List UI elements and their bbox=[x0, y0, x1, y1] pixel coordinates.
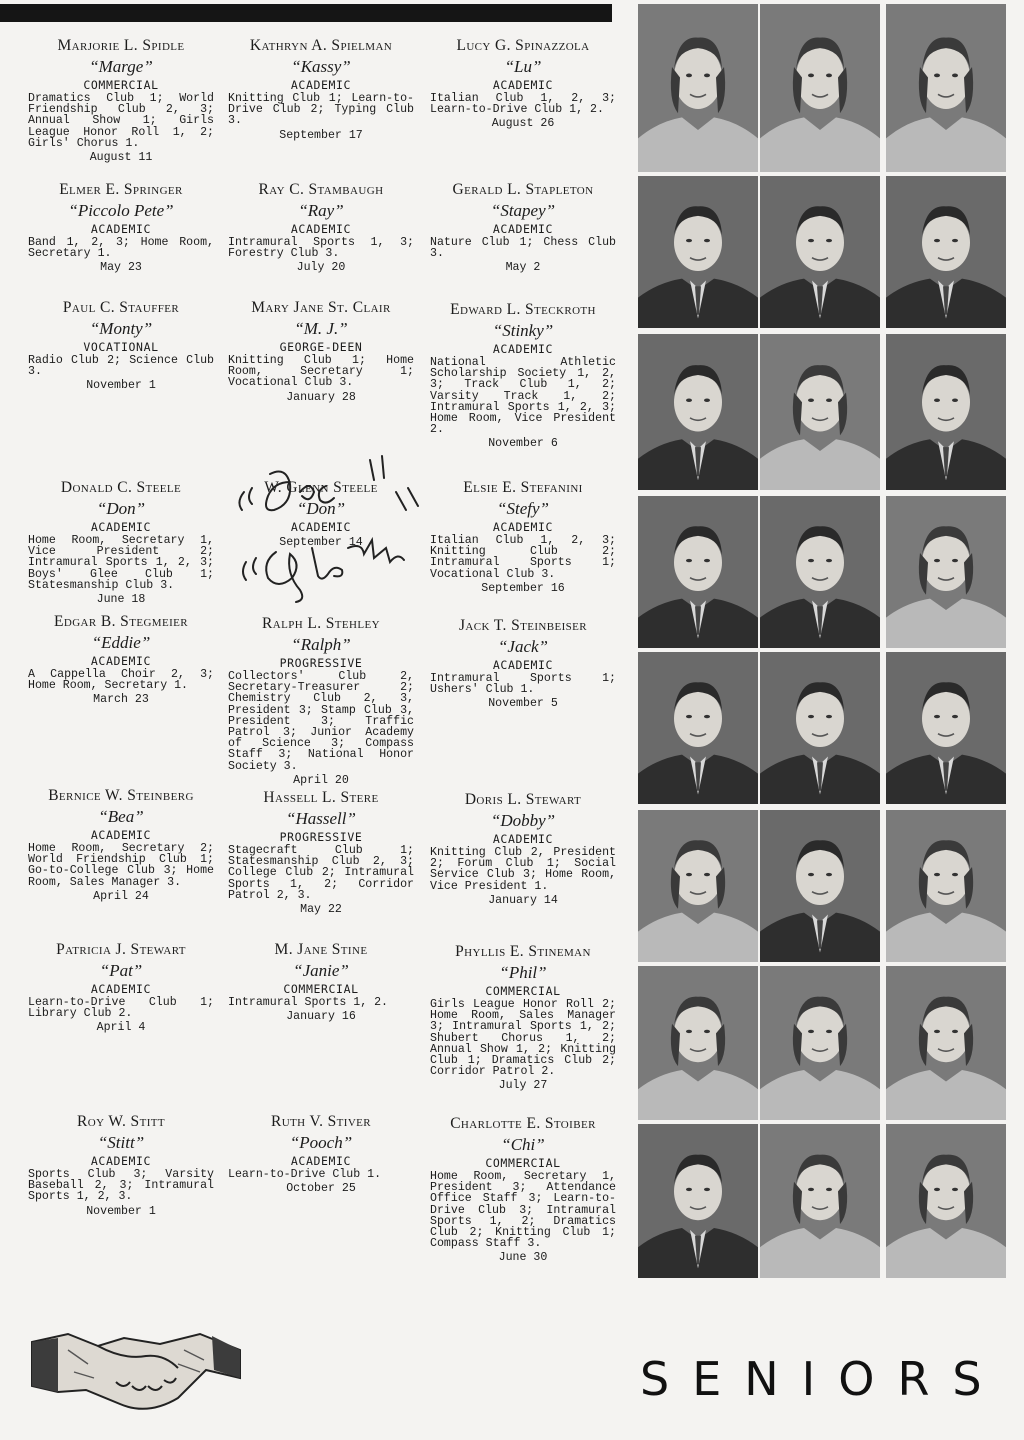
portrait-photo bbox=[638, 334, 758, 490]
senior-activities: Sports Club 3; Varsity Baseball 2, 3; Intramural Sports 1, 2, 3. bbox=[28, 1168, 214, 1204]
senior-birthday: November 5 bbox=[488, 697, 558, 711]
senior-nickname: “Ray” bbox=[298, 201, 344, 220]
senior-nickname: “Stapey” bbox=[490, 201, 556, 220]
senior-nickname: “Lu” bbox=[504, 57, 542, 76]
portrait-photo bbox=[886, 652, 1006, 804]
senior-nickname: “Kassy” bbox=[291, 57, 351, 76]
senior-birthday: April 24 bbox=[93, 889, 149, 903]
senior-name: Marjorie L. Spidle bbox=[57, 37, 185, 54]
senior-name: Edward L. Steckroth bbox=[450, 301, 596, 318]
senior-birthday: November 1 bbox=[86, 1204, 156, 1218]
senior-entry bbox=[28, 36, 214, 165]
senior-activities: Knitting Club 1; Learn-to-Drive Club 2; Typing Club 3. bbox=[228, 92, 414, 128]
senior-course: ACADEMIC bbox=[492, 520, 554, 534]
senior-name: Roy W. Stitt bbox=[76, 1113, 166, 1130]
senior-entry bbox=[430, 616, 616, 711]
senior-course: COMMERCIAL bbox=[485, 984, 561, 998]
portrait-photo bbox=[886, 496, 1006, 648]
senior-course: COMMERCIAL bbox=[83, 78, 159, 92]
senior-birthday: September 14 bbox=[279, 536, 363, 549]
senior-nickname: “Dobby” bbox=[490, 811, 556, 830]
senior-activities: A Cappella Choir 2, 3; Home Room, Secretary 1. bbox=[28, 668, 214, 693]
portrait-photo bbox=[886, 1124, 1006, 1278]
senior-activities: Home Room, Secretary 1, President 3; Attendance Office Staff 3; Learn-to-Drive Club 3; Intramural Sports 1, 2; Dramatics Club 2; Knitting Club 1; Compass Staff 3. bbox=[430, 1170, 616, 1251]
senior-course: ACADEMIC bbox=[290, 520, 352, 534]
senior-birthday: November 6 bbox=[488, 437, 558, 451]
senior-entry bbox=[430, 942, 616, 1093]
senior-nickname: “Eddie” bbox=[91, 633, 151, 652]
senior-activities: Learn-to-Drive Club 1. bbox=[228, 1168, 382, 1181]
senior-name: W. Glenn Steele bbox=[264, 479, 378, 496]
portrait-photo bbox=[760, 966, 880, 1120]
portrait-photo bbox=[638, 176, 758, 328]
senior-name: Elmer E. Springer bbox=[59, 181, 183, 198]
senior-birthday: January 14 bbox=[488, 893, 558, 907]
senior-nickname: “Don” bbox=[96, 499, 146, 518]
senior-course: COMMERCIAL bbox=[485, 1156, 561, 1170]
portrait-photo bbox=[638, 966, 758, 1120]
senior-nickname: “Janie” bbox=[293, 961, 349, 980]
senior-activities: Learn-to-Drive Club 1; Library Club 2. bbox=[28, 996, 214, 1021]
senior-course: PROGRESSIVE bbox=[279, 830, 363, 844]
senior-course: GEORGE-DEEN bbox=[279, 340, 363, 354]
senior-nickname: “Jack” bbox=[497, 637, 549, 656]
senior-course: ACADEMIC bbox=[90, 654, 152, 668]
senior-activities: Girls League Honor Roll 2; Home Room, Sales Manager 3; Intramural Sports 1, 2; Shubert Chorus 1, 2; Annual Show 1, 2; Knitting Club 1; Dramatics Club 2; Corridor Patrol 2. bbox=[430, 998, 616, 1079]
senior-activities: Home Room, Secretary 1, Vice President 2; Intramural Sports 1, 2, 3; Boys' Glee Club 1; Statesmanship Club 3. bbox=[28, 534, 214, 592]
senior-nickname: “Pat” bbox=[99, 961, 143, 980]
senior-nickname: “Bea” bbox=[98, 807, 144, 826]
senior-activities: Nature Club 1; Chess Club 3. bbox=[430, 236, 616, 261]
senior-course: ACADEMIC bbox=[90, 222, 152, 236]
portrait-photo bbox=[638, 652, 758, 804]
senior-nickname: “Stefy” bbox=[497, 499, 549, 518]
senior-entry bbox=[430, 790, 616, 908]
senior-course: ACADEMIC bbox=[90, 982, 152, 996]
senior-course: ACADEMIC bbox=[492, 342, 554, 356]
senior-name: Phyllis E. Stineman bbox=[455, 943, 591, 960]
senior-activities: Intramural Sports 1; Ushers' Club 1. bbox=[430, 672, 616, 697]
senior-entry bbox=[228, 298, 414, 405]
senior-nickname: “Piccolo Pete” bbox=[68, 201, 174, 220]
senior-name: Bernice W. Steinberg bbox=[48, 787, 194, 804]
senior-name: Patricia J. Stewart bbox=[56, 941, 186, 958]
senior-name: Charlotte E. Stoiber bbox=[450, 1115, 596, 1132]
senior-nickname: “M. J.” bbox=[294, 319, 348, 338]
senior-birthday: May 22 bbox=[300, 903, 342, 917]
senior-nickname: “Phil” bbox=[499, 963, 547, 982]
senior-birthday: July 20 bbox=[296, 261, 346, 275]
senior-entry bbox=[28, 298, 214, 393]
senior-nickname: “Stinky” bbox=[492, 321, 554, 340]
portrait-photo bbox=[886, 176, 1006, 328]
senior-birthday: April 4 bbox=[96, 1021, 146, 1035]
senior-name: Gerald L. Stapleton bbox=[452, 181, 594, 198]
senior-birthday: September 17 bbox=[279, 128, 363, 142]
senior-name: Ray C. Stambaugh bbox=[258, 181, 384, 198]
senior-birthday: June 18 bbox=[96, 593, 146, 607]
senior-activities: Intramural Sports 1, 3; Forestry Club 3. bbox=[228, 236, 414, 261]
senior-activities: Stagecraft Club 1; Statesmanship Club 2, 3; College Club 2; Intramural Sports 1, 2; Corridor Patrol 2, 3. bbox=[228, 844, 414, 902]
portrait-photo bbox=[886, 810, 1006, 962]
senior-entry bbox=[28, 786, 214, 904]
senior-activities: Knitting Club 2, President 2; Forum Club 1; Social Service Club 3; Home Room, Vice President 1. bbox=[430, 846, 616, 893]
portrait-photo bbox=[760, 4, 880, 172]
senior-course: ACADEMIC bbox=[290, 1154, 352, 1168]
senior-activities: National Athletic Scholarship Society 1, 2, 3; Track Club 1, 2; Varsity Track 1, 2; Intramural Sports 1, 2, 3; Home Room, Vice President 2. bbox=[430, 356, 616, 437]
portrait-photo bbox=[886, 966, 1006, 1120]
portrait-photo bbox=[760, 652, 880, 804]
senior-nickname: “Ralph” bbox=[291, 635, 351, 654]
senior-entry bbox=[228, 614, 414, 788]
senior-birthday: October 25 bbox=[286, 1182, 356, 1196]
portrait-photo bbox=[638, 1124, 758, 1278]
senior-activities: Knitting Club 1; Home Room, Secretary 1; Vocational Club 3. bbox=[228, 354, 414, 390]
senior-name: Edgar B. Stegmeier bbox=[53, 613, 189, 630]
senior-entry bbox=[228, 36, 414, 143]
senior-birthday: January 28 bbox=[286, 390, 356, 404]
senior-course: ACADEMIC bbox=[90, 1154, 152, 1168]
senior-name: Kathryn A. Spielman bbox=[249, 37, 393, 54]
senior-activities: Radio Club 2; Science Club 3. bbox=[28, 354, 214, 379]
senior-entry bbox=[28, 940, 214, 1035]
senior-birthday: August 11 bbox=[89, 151, 153, 165]
senior-nickname: “Hassell” bbox=[286, 809, 356, 828]
senior-activities: Italian Club 1, 2, 3; Knitting Club 2; Intramural Sports 1; Vocational Club 3. bbox=[430, 534, 616, 581]
senior-name: Jack T. Steinbeiser bbox=[458, 617, 588, 634]
senior-name: Ruth V. Stiver bbox=[270, 1113, 372, 1130]
senior-entry bbox=[28, 478, 214, 607]
senior-course: ACADEMIC bbox=[290, 78, 352, 92]
senior-birthday: July 27 bbox=[498, 1079, 548, 1093]
senior-birthday: June 30 bbox=[498, 1251, 548, 1265]
senior-name: Donald C. Steele bbox=[60, 479, 182, 496]
senior-nickname: “Marge” bbox=[89, 57, 153, 76]
portrait-photo bbox=[760, 810, 880, 962]
portrait-photo bbox=[760, 496, 880, 648]
senior-entry bbox=[430, 478, 616, 596]
portrait-photo bbox=[886, 334, 1006, 490]
senior-name: Doris L. Stewart bbox=[464, 791, 582, 808]
senior-activities: Dramatics Club 1; World Friendship Club 2, 3; Annual Show 1; Girls League Honor Roll 1, 2; Girls' Chorus 1. bbox=[28, 92, 214, 150]
senior-birthday: September 16 bbox=[481, 581, 565, 595]
senior-course: VOCATIONAL bbox=[83, 340, 159, 354]
senior-birthday: November 1 bbox=[86, 379, 156, 393]
senior-nickname: “Chi” bbox=[501, 1135, 545, 1154]
senior-entry bbox=[228, 478, 414, 550]
portrait-photo bbox=[638, 4, 758, 172]
senior-name: Ralph L. Stehley bbox=[262, 615, 380, 632]
portrait-photo bbox=[638, 496, 758, 648]
senior-nickname: “Don” bbox=[296, 499, 346, 518]
senior-birthday: May 23 bbox=[100, 261, 142, 275]
senior-activities: Home Room, Secretary 2; World Friendship Club 1; Go-to-College Club 3; Home Room, Sales Manager 3. bbox=[28, 842, 214, 889]
senior-entry bbox=[228, 1112, 414, 1196]
senior-course: PROGRESSIVE bbox=[279, 656, 363, 670]
senior-entry bbox=[28, 612, 214, 707]
senior-entry bbox=[430, 180, 616, 275]
senior-birthday: March 23 bbox=[93, 693, 149, 707]
senior-entry bbox=[228, 940, 414, 1024]
senior-birthday: April 20 bbox=[293, 773, 349, 787]
senior-entry bbox=[28, 180, 214, 275]
senior-birthday: May 2 bbox=[505, 261, 541, 275]
senior-birthday: January 16 bbox=[286, 1010, 356, 1024]
senior-entry bbox=[430, 1114, 616, 1265]
senior-entry bbox=[430, 36, 616, 131]
senior-course: ACADEMIC bbox=[90, 828, 152, 842]
portrait-photo bbox=[638, 810, 758, 962]
senior-course: ACADEMIC bbox=[492, 658, 554, 672]
senior-activities: Band 1, 2, 3; Home Room, Secretary 1. bbox=[28, 236, 214, 261]
portrait-photo bbox=[760, 1124, 880, 1278]
senior-name: Paul C. Stauffer bbox=[62, 299, 180, 316]
senior-name: Elsie E. Stefanini bbox=[463, 479, 583, 496]
senior-activities: Italian Club 1, 2, 3; Learn-to-Drive Club 1, 2. bbox=[430, 92, 616, 117]
senior-nickname: “Pooch” bbox=[289, 1133, 353, 1152]
senior-entry bbox=[228, 180, 414, 275]
senior-name: M. Jane Stine bbox=[274, 941, 368, 958]
senior-course: COMMERCIAL bbox=[283, 982, 359, 996]
senior-entry bbox=[28, 1112, 214, 1219]
portrait-photo bbox=[760, 176, 880, 328]
senior-course: ACADEMIC bbox=[90, 520, 152, 534]
senior-course: ACADEMIC bbox=[290, 222, 352, 236]
senior-entry bbox=[228, 788, 414, 917]
senior-name: Lucy G. Spinazzola bbox=[456, 37, 590, 54]
senior-activities: Intramural Sports 1, 2. bbox=[228, 996, 389, 1009]
senior-name: Mary Jane St. Clair bbox=[251, 299, 391, 316]
portrait-photo bbox=[886, 4, 1006, 172]
senior-entry bbox=[430, 300, 616, 451]
senior-name: Hassell L. Stere bbox=[263, 789, 379, 806]
senior-course: ACADEMIC bbox=[492, 222, 554, 236]
portrait-photo bbox=[760, 334, 880, 490]
handshake-icon bbox=[28, 1320, 244, 1416]
senior-nickname: “Stitt” bbox=[97, 1133, 145, 1152]
senior-course: ACADEMIC bbox=[492, 78, 554, 92]
page-title: SENIORS bbox=[640, 1352, 1005, 1406]
senior-birthday: August 26 bbox=[491, 117, 555, 131]
senior-course: ACADEMIC bbox=[492, 832, 554, 846]
senior-activities: Collectors' Club 2, Secretary-Treasurer 2; Chemistry Club 2, 3, President 3; Stamp Club 3, President 3; Traffic Patrol 3; Junior Academy of Science 3; Compass Staff 3; National Honor Society 3. bbox=[228, 670, 414, 773]
senior-nickname: “Monty” bbox=[89, 319, 153, 338]
